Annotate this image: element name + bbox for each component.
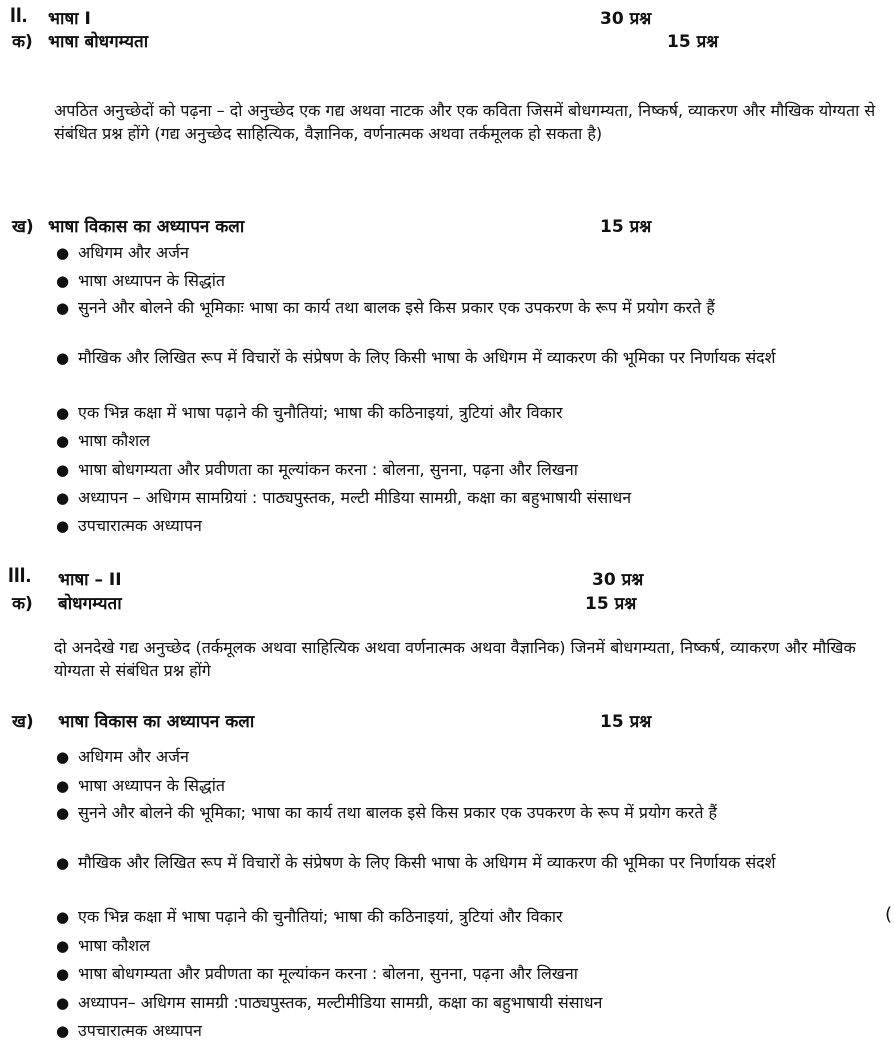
list-item: ● भाषा अध्यापन के सिद्धांत xyxy=(56,776,225,795)
bullet-icon: ● xyxy=(56,937,70,955)
bullet-icon: ● xyxy=(56,244,70,262)
section-2-number: II. xyxy=(10,4,28,27)
bullet-icon: ● xyxy=(56,299,70,317)
bullet-icon: ● xyxy=(56,1022,70,1040)
section-3a-title: बोधगम्यता xyxy=(58,594,122,614)
list-item: ● सुनने और बोलने की भूमिकाः भाषा का कार्य तथा बालक इसे किस प्रकार एक उपकरण के रूप में प्रयोग करते हैं xyxy=(56,298,715,317)
section-2-marks: 30 प्रश्न xyxy=(600,9,652,29)
list-item: ● अधिगम और अर्जन xyxy=(56,243,189,262)
section-2b-label: ख) xyxy=(12,217,34,237)
list-item: ● मौखिक और लिखित रूप में विचारों के संप्रेषण के लिए किसी भाषा के अधिगम में व्याकरण की भूमिका पर निर्णायक संदर्श xyxy=(56,348,776,367)
bullet-icon: ● xyxy=(56,804,70,822)
section-3-marks: 30 प्रश्न xyxy=(592,570,644,590)
list-item: ● भाषा बोधगम्यता और प्रवीणता का मूल्यांकन करना : बोलना, सुनना, पढ़ना और लिखना xyxy=(56,964,578,983)
list-item: ● भाषा अध्यापन के सिद्धांत xyxy=(56,271,225,290)
section-2a-paragraph: अपठित अनुच्छेदों को पढ़ना – दो अनुच्छेद एक गद्य अथवा नाटक और एक कविता जिसमें बोधगम्यता, निष्कर्ष, व्याकरण और मौखिक योग्यता से संबंधित प्रश्न होंगे (गद्य अनुच्छेद साहित्यिक, वैज्ञानिक, वर्णनात्मक अथवा तर्कमूलक हो सकता है) xyxy=(54,101,876,143)
bullet-icon: ● xyxy=(56,404,70,422)
list-item: ● भाषा बोधगम्यता और प्रवीणता का मूल्यांकन करना : बोलना, सुनना, पढ़ना और लिखना xyxy=(56,460,578,479)
bullet-icon: ● xyxy=(56,349,70,367)
section-3b-label: ख) xyxy=(12,712,34,732)
bullet-icon: ● xyxy=(56,517,70,535)
section-2-title: भाषा I xyxy=(48,9,91,29)
list-item: ● उपचारात्मक अध्यापन xyxy=(56,516,202,535)
list-item: ● अध्यापन– अधिगम सामग्री :पाठ्यपुस्तक, मल्टीमीडिया सामग्री, कक्षा का बहुभाषायी संसाधन xyxy=(56,993,603,1012)
section-3a-paragraph: दो अनदेखे गद्य अनुच्छेद (तर्कमूलक अथवा साहित्यिक अथवा वर्णनात्मक अथवा वैज्ञानिक) जिनमें बोधगम्यता, निष्कर्ष, व्याकरण और मौखिक योग्यता से संबंधित प्रश्न होंगे xyxy=(54,638,856,680)
bullet-icon: ● xyxy=(56,748,70,766)
section-2a-label: क) xyxy=(12,32,33,52)
bullet-icon: ● xyxy=(56,461,70,479)
list-item: ● मौखिक और लिखित रूप में विचारों के संप्रेषण के लिए किसी भाषा के अधिगम में व्याकरण की भूमिका पर निर्णायक संदर्श xyxy=(56,853,776,872)
list-item: ● सुनने और बोलने की भूमिका; भाषा का कार्य तथा बालक इसे किस प्रकार एक उपकरण के रूप में प्रयोग करते हैं xyxy=(56,803,718,822)
bullet-icon: ● xyxy=(56,908,70,926)
bullet-icon: ● xyxy=(56,965,70,983)
bullet-icon: ● xyxy=(56,854,70,872)
bullet-icon: ● xyxy=(56,272,70,290)
section-2b-title: भाषा विकास का अध्यापन कला xyxy=(48,217,245,237)
edge-bracket-mark: ( xyxy=(885,904,893,925)
list-item: ● भाषा कौशल xyxy=(56,431,151,450)
section-3b-marks: 15 प्रश्न xyxy=(600,712,652,732)
bullet-icon: ● xyxy=(56,432,70,450)
section-3a-label: क) xyxy=(12,594,33,614)
bullet-icon: ● xyxy=(56,489,70,507)
section-2a-title: भाषा बोधगम्यता xyxy=(48,32,149,52)
section-3-number: III. xyxy=(8,564,32,587)
list-item: ● अध्यापन – अधिगम सामग्रियां : पाठ्यपुस्तक, मल्टी मीडिया सामग्री, कक्षा का बहुभाषायी संसाधन xyxy=(56,488,632,507)
bullet-icon: ● xyxy=(56,777,70,795)
list-item: ● अधिगम और अर्जन xyxy=(56,747,189,766)
section-3b-title: भाषा विकास का अध्यापन कला xyxy=(58,712,255,732)
list-item: ● एक भिन्न कक्षा में भाषा पढ़ाने की चुनौतियां; भाषा की कठिनाइयां, त्रुटियां और विकार xyxy=(56,403,563,422)
list-item: ● एक भिन्न कक्षा में भाषा पढ़ाने की चुनौतियां; भाषा की कठिनाइयां, त्रुटियां और विकार xyxy=(56,907,563,926)
list-item: ● भाषा कौशल xyxy=(56,936,151,955)
list-item: ● उपचारात्मक अध्यापन xyxy=(56,1021,202,1040)
section-2b-marks: 15 प्रश्न xyxy=(600,217,652,237)
section-3-title: भाषा – II xyxy=(58,570,122,590)
section-2a-marks: 15 प्रश्न xyxy=(667,32,719,52)
section-3a-marks: 15 प्रश्न xyxy=(585,594,637,614)
bullet-icon: ● xyxy=(56,994,70,1012)
